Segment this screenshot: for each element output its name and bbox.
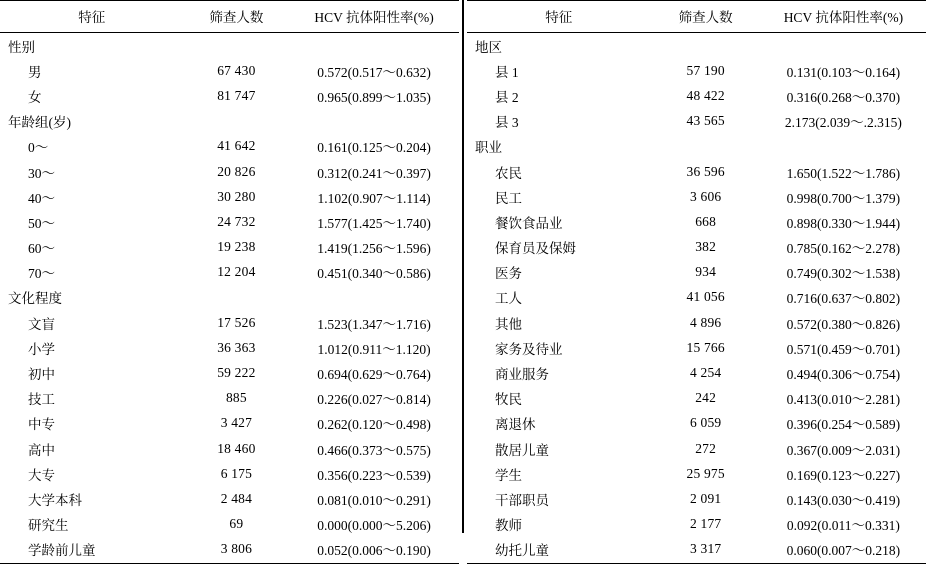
- table-row: [0, 310, 459, 335]
- row-screened-count: 382: [695, 239, 717, 255]
- row-feature-label: 商业服务: [495, 367, 549, 383]
- row-positive-rate: 0.466(0.373～0.575): [317, 442, 431, 458]
- row-positive-rate: 0.494(0.306～0.754): [786, 367, 901, 383]
- row-positive-rate: [761, 134, 926, 159]
- row-positive-rate: 0.716(0.637～0.802): [786, 291, 901, 307]
- row-feature-label: 学生: [495, 467, 522, 483]
- table-row: [467, 33, 926, 59]
- table-row: [0, 33, 459, 59]
- row-feature-label: 县 1: [495, 64, 519, 80]
- row-positive-rate: 2.173(2.039～.2.315): [784, 115, 902, 131]
- row-screened-count: 59 222: [217, 365, 256, 381]
- row-feature-label: 医务: [495, 266, 522, 282]
- table-row: [0, 486, 459, 511]
- row-screened-count: [651, 33, 761, 59]
- row-feature-label: 农民: [495, 165, 522, 181]
- row-feature-label: 技工: [28, 392, 55, 408]
- header-row: [467, 1, 926, 33]
- row-screened-count: 2 177: [689, 516, 722, 532]
- row-screened-count: [184, 33, 290, 59]
- row-positive-rate: 0.965(0.899～1.035): [317, 89, 431, 105]
- table-row: [0, 461, 459, 486]
- row-positive-rate: 0.451(0.340～0.586): [317, 266, 431, 282]
- row-positive-rate: 0.226(0.027～0.814): [317, 392, 431, 408]
- table-row: [467, 285, 926, 310]
- column-header-rate: HCV 抗体阳性率(%): [761, 1, 926, 33]
- table-row: [467, 436, 926, 461]
- column-header-screened: 筛查人数: [184, 1, 290, 33]
- row-feature-label: 县 2: [495, 89, 519, 105]
- row-feature-label: 60～: [28, 241, 55, 257]
- table-row: [0, 134, 459, 159]
- row-group-label: 职业: [475, 140, 502, 156]
- row-positive-rate: 0.143(0.030～0.419): [786, 492, 901, 508]
- right-table-body: [467, 33, 926, 564]
- row-screened-count: 4 254: [689, 365, 722, 381]
- row-group-label: 地区: [475, 39, 502, 55]
- table-row: [467, 461, 926, 486]
- right-table-head: [467, 1, 926, 33]
- table-row: [0, 159, 459, 184]
- table-row: [467, 486, 926, 511]
- row-positive-rate: [761, 33, 926, 59]
- left-table: [0, 0, 459, 564]
- row-positive-rate: 0.052(0.006～0.190): [289, 537, 459, 564]
- row-feature-label: 女: [28, 89, 42, 105]
- row-positive-rate: 0.262(0.120～0.498): [317, 417, 431, 433]
- row-screened-count: 25 975: [686, 465, 725, 481]
- row-screened-count: 15 766: [686, 339, 725, 355]
- table-row: [0, 260, 459, 285]
- row-screened-count: 36 363: [217, 339, 256, 355]
- table-row: [467, 335, 926, 360]
- row-feature-label: 30～: [28, 165, 55, 181]
- table-row: [0, 184, 459, 209]
- header-row: [0, 1, 459, 33]
- row-feature-label: 研究生: [28, 518, 69, 534]
- column-header-feature: 特征: [467, 1, 651, 33]
- row-feature-label: 大专: [28, 467, 55, 483]
- row-screened-count: 81 747: [217, 87, 256, 103]
- row-positive-rate: 0.572(0.380～0.826): [786, 316, 901, 332]
- row-screened-count: [184, 285, 290, 310]
- row-screened-count: 41 056: [686, 289, 725, 305]
- row-screened-count: 48 422: [686, 87, 725, 103]
- row-screened-count: 934: [695, 264, 717, 280]
- row-positive-rate: 0.161(0.125～0.204): [317, 140, 431, 156]
- row-screened-count: 30 280: [217, 188, 256, 204]
- column-header-feature: 特征: [0, 1, 184, 33]
- row-positive-rate: 0.000(0.000～5.206): [317, 518, 431, 534]
- row-positive-rate: 0.694(0.629～0.764): [317, 367, 431, 383]
- row-feature-label: 文盲: [28, 316, 55, 332]
- table-row: [0, 58, 459, 83]
- row-screened-count: 6 059: [689, 415, 722, 431]
- row-screened-count: 3 606: [689, 188, 722, 204]
- row-positive-rate: 0.092(0.011～0.331): [786, 518, 900, 534]
- row-positive-rate: [289, 33, 459, 59]
- row-feature-label: 离退休: [495, 417, 536, 433]
- row-feature-label: 初中: [28, 367, 55, 383]
- table-row: [0, 335, 459, 360]
- row-screened-count: 272: [695, 440, 717, 456]
- row-positive-rate: 0.413(0.010～2.281): [786, 392, 901, 408]
- table-row: [0, 285, 459, 310]
- row-feature-label: 50～: [28, 215, 55, 231]
- row-positive-rate: 0.998(0.700～1.379): [786, 190, 901, 206]
- row-positive-rate: 0.572(0.517～0.632): [317, 64, 431, 80]
- table-row: [467, 260, 926, 285]
- row-positive-rate: 1.419(1.256～1.596): [317, 241, 431, 257]
- row-screened-count: 43 565: [686, 113, 725, 129]
- row-screened-count: 18 460: [217, 440, 256, 456]
- row-screened-count: 36 596: [686, 163, 725, 179]
- row-positive-rate: 1.523(1.347～1.716): [317, 316, 431, 332]
- table-row: [467, 310, 926, 335]
- row-positive-rate: 0.749(0.302～1.538): [786, 266, 901, 282]
- table-row: [0, 386, 459, 411]
- row-positive-rate: 0.785(0.162～2.278): [786, 241, 901, 257]
- right-panel: [467, 0, 926, 559]
- row-screened-count: 17 526: [217, 314, 256, 330]
- table-row: [0, 411, 459, 436]
- row-feature-label: 散居儿童: [495, 442, 549, 458]
- table-row: [467, 209, 926, 234]
- row-feature-label: 县 3: [495, 115, 519, 131]
- table-row: [0, 235, 459, 260]
- left-table-body: [0, 33, 459, 564]
- row-positive-rate: [289, 285, 459, 310]
- row-screened-count: 2 091: [689, 490, 722, 506]
- row-screened-count: 20 826: [217, 163, 256, 179]
- row-positive-rate: 0.316(0.268～0.370): [786, 89, 901, 105]
- row-feature-label: 保育员及保姆: [495, 241, 576, 257]
- row-screened-count: 69: [229, 516, 244, 532]
- left-table-head: [0, 1, 459, 33]
- table-row: [467, 58, 926, 83]
- row-screened-count: 6 175: [220, 465, 253, 481]
- row-screened-count: 3 427: [220, 415, 253, 431]
- row-feature-label: 男: [28, 64, 42, 80]
- row-feature-label: 牧民: [495, 392, 522, 408]
- table-row: [0, 436, 459, 461]
- table-row: [0, 83, 459, 108]
- row-positive-rate: 0.367(0.009～2.031): [786, 442, 901, 458]
- column-header-rate: HCV 抗体阳性率(%): [289, 1, 459, 33]
- row-feature-label: 幼托儿童: [467, 537, 651, 564]
- row-positive-rate: 0.060(0.007～0.218): [761, 537, 926, 564]
- row-feature-label: 40～: [28, 190, 55, 206]
- row-positive-rate: 1.650(1.522～1.786): [786, 165, 901, 181]
- table-row: [467, 360, 926, 385]
- row-screened-count: 242: [695, 390, 717, 406]
- row-positive-rate: 0.898(0.330～1.944): [786, 215, 901, 231]
- row-positive-rate: 0.169(0.123～0.227): [786, 467, 901, 483]
- row-screened-count: 67 430: [217, 62, 256, 78]
- row-screened-count: 668: [695, 213, 717, 229]
- table-row: [0, 360, 459, 385]
- table-row: [467, 159, 926, 184]
- row-feature-label: 大学本科: [28, 492, 82, 508]
- row-feature-label: 民工: [495, 190, 522, 206]
- row-screened-count: [184, 109, 290, 134]
- row-feature-label: 70～: [28, 266, 55, 282]
- row-positive-rate: 0.396(0.254～0.589): [786, 417, 901, 433]
- left-panel: [0, 0, 459, 559]
- row-screened-count: 57 190: [686, 62, 725, 78]
- row-positive-rate: 1.012(0.911～1.120): [317, 341, 431, 357]
- row-group-label: 文化程度: [8, 291, 62, 307]
- row-screened-count: 885: [225, 390, 247, 406]
- table-row: [467, 235, 926, 260]
- row-screened-count: 4 896: [689, 314, 722, 330]
- row-feature-label: 干部职员: [495, 492, 549, 508]
- row-feature-label: 小学: [28, 341, 55, 357]
- row-feature-label: 学龄前儿童: [0, 537, 184, 564]
- row-screened-count: 3 317: [651, 537, 761, 564]
- row-feature-label: 工人: [495, 291, 522, 307]
- row-positive-rate: 0.131(0.103～0.164): [786, 64, 901, 80]
- table-row: [467, 83, 926, 108]
- row-positive-rate: 0.081(0.010～0.291): [317, 492, 431, 508]
- row-screened-count: 3 806: [184, 537, 290, 564]
- row-positive-rate: [289, 109, 459, 134]
- row-positive-rate: 0.571(0.459～0.701): [786, 341, 901, 357]
- table-row: [467, 537, 926, 564]
- row-feature-label: 其他: [495, 316, 522, 332]
- row-screened-count: 24 732: [217, 213, 256, 229]
- table-row: [467, 134, 926, 159]
- column-header-screened: 筛查人数: [651, 1, 761, 33]
- row-positive-rate: 0.312(0.241～0.397): [317, 165, 431, 181]
- row-screened-count: 41 642: [217, 138, 256, 154]
- row-feature-label: 餐饮食品业: [495, 215, 563, 231]
- table-row: [467, 411, 926, 436]
- row-positive-rate: 1.102(0.907～1.114): [317, 190, 431, 206]
- row-group-label: 性别: [8, 39, 35, 55]
- row-feature-label: 0～: [28, 140, 49, 156]
- row-screened-count: 19 238: [217, 239, 256, 255]
- row-feature-label: 家务及待业: [495, 341, 563, 357]
- table-row: [467, 109, 926, 134]
- row-positive-rate: 0.356(0.223～0.539): [317, 467, 431, 483]
- row-screened-count: 12 204: [217, 264, 256, 280]
- right-table: [467, 0, 926, 564]
- row-feature-label: 教师: [495, 518, 522, 534]
- table-row: [467, 386, 926, 411]
- row-feature-label: 中专: [28, 417, 55, 433]
- table-row: [0, 537, 459, 564]
- row-screened-count: 2 484: [220, 490, 253, 506]
- row-feature-label: 高中: [28, 442, 55, 458]
- row-screened-count: [651, 134, 761, 159]
- row-positive-rate: 1.577(1.425～1.740): [317, 215, 431, 231]
- table-row: [0, 209, 459, 234]
- row-group-label: 年龄组(岁): [8, 115, 71, 131]
- table-row: [467, 184, 926, 209]
- column-divider: [462, 0, 464, 533]
- table-row: [0, 109, 459, 134]
